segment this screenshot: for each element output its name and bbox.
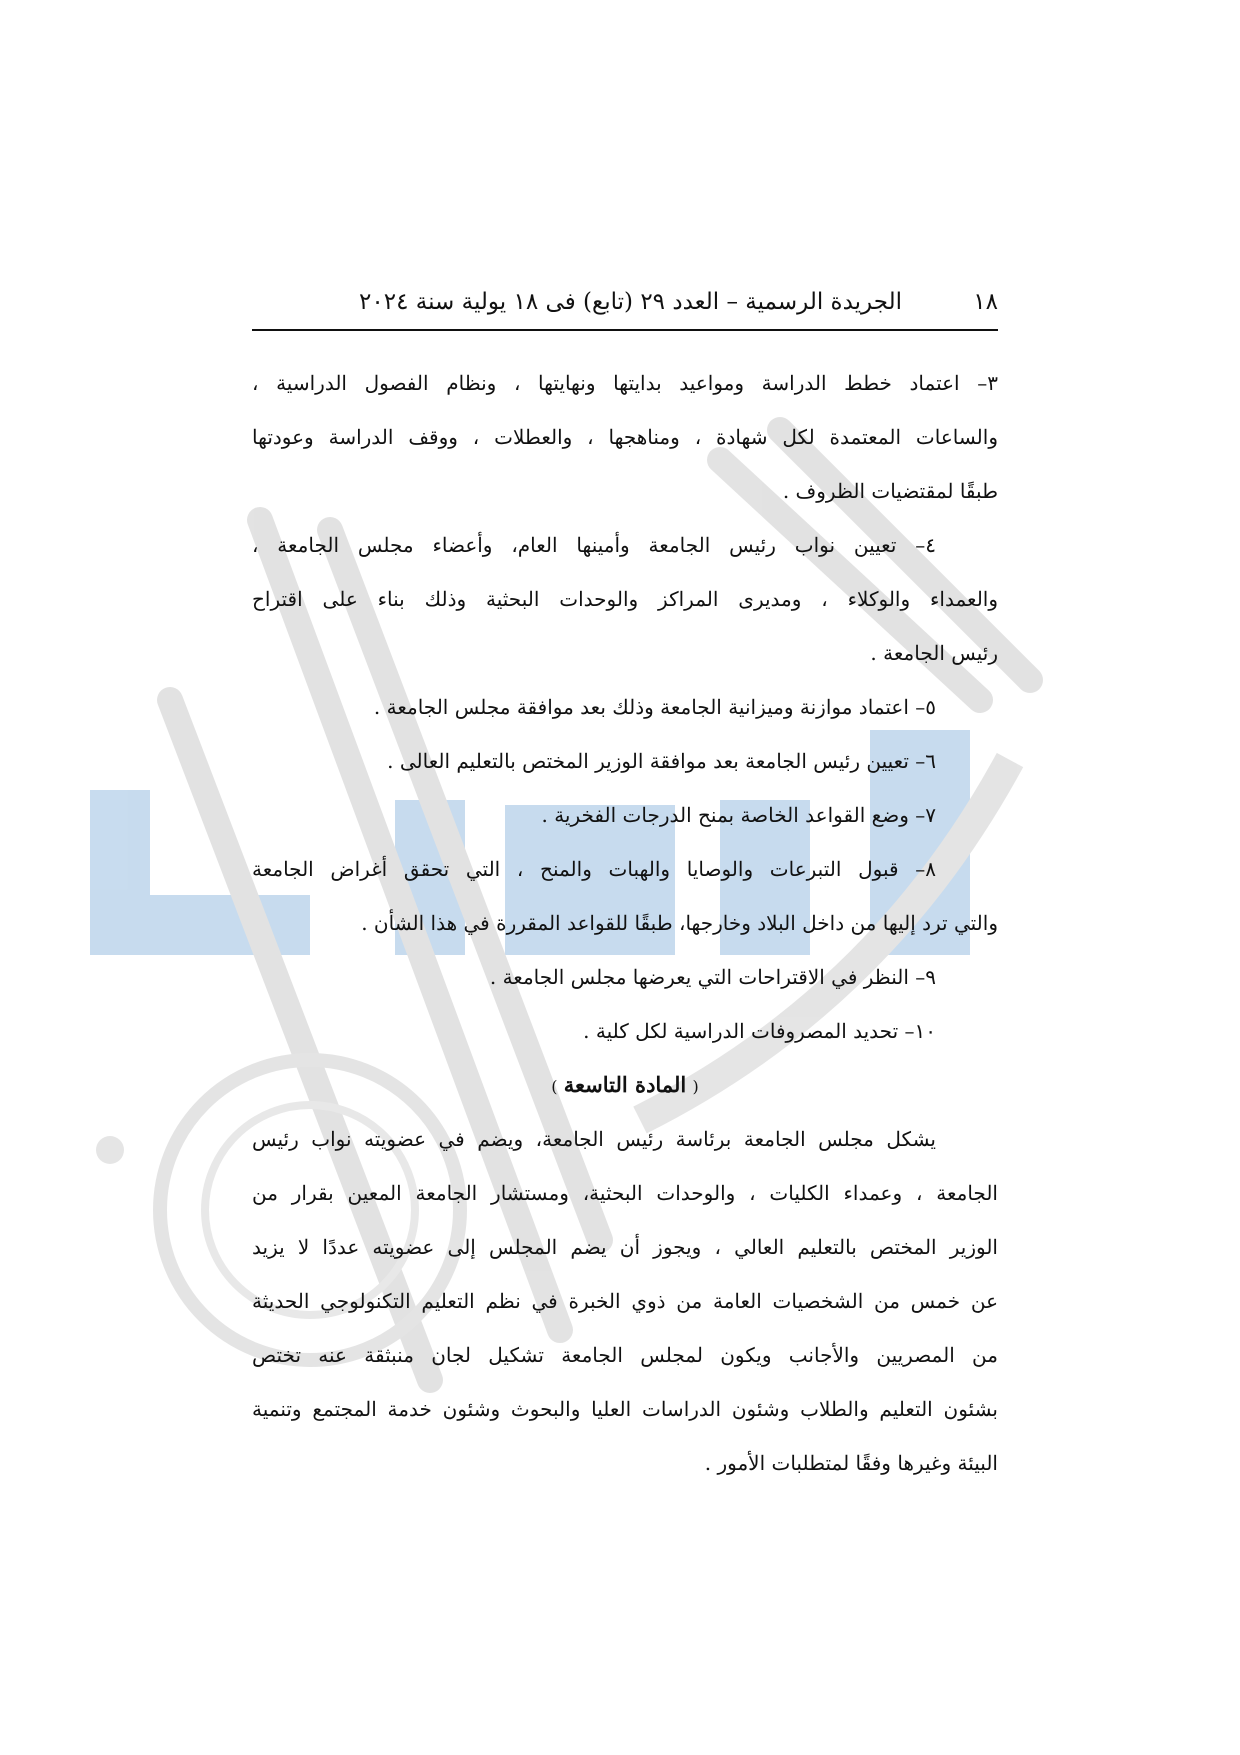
article-line-3: الوزير المختص بالتعليم العالي ، ويجوز أن يضم المجلس إلى عضويته عددًا لا يزيد <box>252 1235 998 1259</box>
item-3-line-2: والساعات المعتمدة لكل شهادة ، ومناهجها ، والعطلات ، ووقف الدراسة وعودتها <box>252 425 998 449</box>
page-header <box>252 284 998 320</box>
article-heading-text: المادة التاسعة <box>563 1072 687 1097</box>
item-4-line-2: والعمداء والوكلاء ، ومديرى المراكز والوحدات البحثية وذلك بناء على اقتراح <box>252 587 998 611</box>
item-4-line-3: رئيس الجامعة . <box>870 641 998 665</box>
article-line-1: يشكل مجلس الجامعة برئاسة رئيس الجامعة، ويضم في عضويته نواب رئيس <box>252 1127 936 1151</box>
article-line-5: من المصريين والأجانب ويكون لمجلس الجامعة تشكيل لجان منبثقة عنه تختص <box>252 1343 998 1367</box>
item-5: ٥– اعتماد موازنة وميزانية الجامعة وذلك بعد موافقة مجلس الجامعة . <box>373 695 936 719</box>
item-10: ١٠– تحديد المصروفات الدراسية لكل كلية . <box>583 1019 936 1043</box>
item-6: ٦– تعيين رئيس الجامعة بعد موافقة الوزير المختص بالتعليم العالى . <box>387 749 936 773</box>
heading-paren-close: ) <box>551 1077 558 1096</box>
header-divider <box>252 329 998 331</box>
item-7: ٧– وضع القواعد الخاصة بمنح الدرجات الفخرية . <box>541 803 936 827</box>
gazette-title: الجريدة الرسمية – العدد ٢٩ (تابع) فى ١٨ يولية سنة ٢٠٢٤ <box>359 289 902 315</box>
item-8-line-2: والتي ترد إليها من داخل البلاد وخارجها، طبقًا للقواعد المقررة في هذا الشأن . <box>361 911 998 935</box>
document-body <box>252 356 998 1490</box>
article-line-6: بشئون التعليم والطلاب وشئون الدراسات العليا والبحوث وشئون خدمة المجتمع وتنمية <box>252 1397 998 1421</box>
watermark-logo-block <box>90 790 150 955</box>
item-8-line-1: ٨– قبول التبرعات والوصايا والهبات والمنح ، التي تحقق أغراض الجامعة <box>252 857 936 881</box>
item-3-line-1: ٣– اعتماد خطط الدراسة ومواعيد بدايتها ونهايتها ، ونظام الفصول الدراسية ، <box>252 371 998 395</box>
article-heading <box>252 1058 998 1112</box>
article-line-2: الجامعة ، وعمداء الكليات ، والوحدات البحثية، ومستشار الجامعة المعين بقرار من <box>252 1181 998 1205</box>
article-line-7: البيئة وغيرها وفقًا لمتطلبات الأمور . <box>704 1451 998 1475</box>
item-3-line-3: طبقًا لمقتضيات الظروف . <box>782 479 998 503</box>
heading-paren-open: ( <box>692 1077 699 1096</box>
article-line-4: عن خمس من الشخصيات العامة من ذوي الخبرة في نظم التعليم التكنولوجي الحديثة <box>252 1289 998 1313</box>
page-number: ١٨ <box>973 289 998 315</box>
item-4-line-1: ٤– تعيين نواب رئيس الجامعة وأمينها العام، وأعضاء مجلس الجامعة ، <box>252 533 936 557</box>
item-9: ٩– النظر في الاقتراحات التي يعرضها مجلس الجامعة . <box>489 965 936 989</box>
